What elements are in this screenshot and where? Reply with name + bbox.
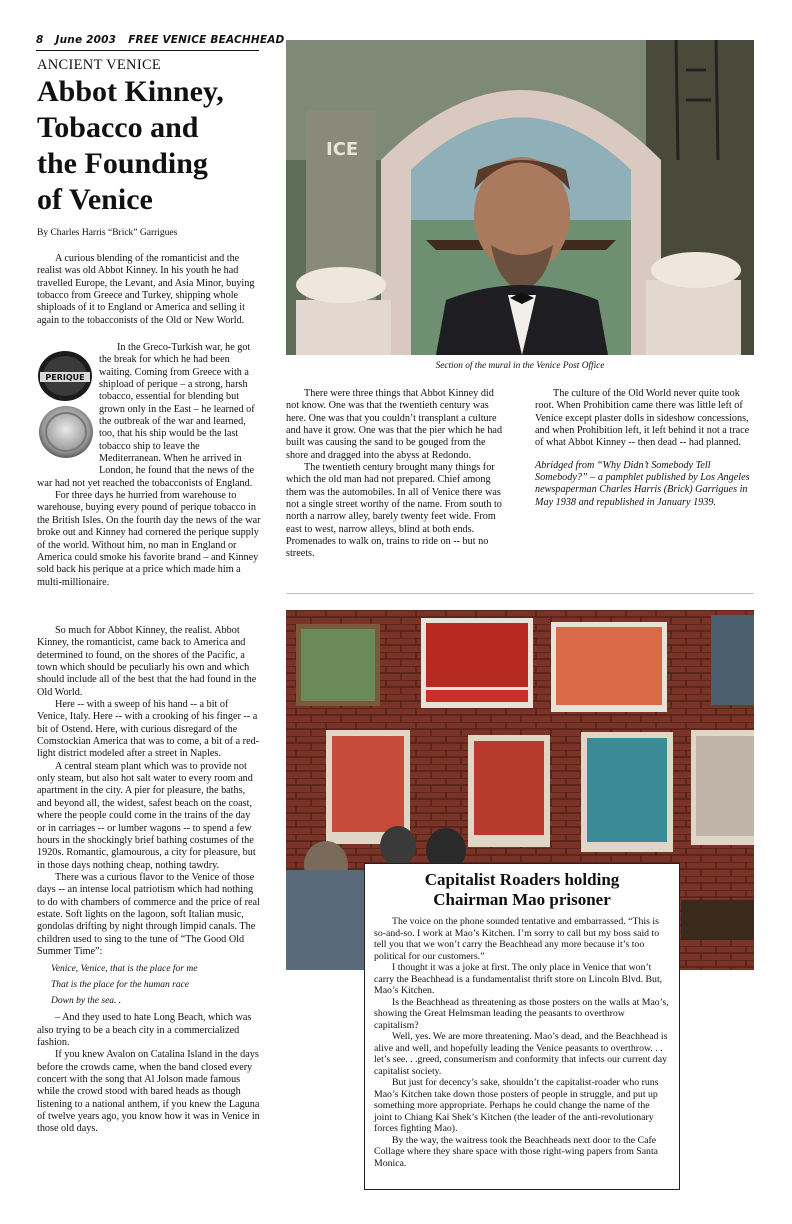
mao-article-title: [365, 870, 679, 910]
section-kicker: ANCIENT VENICE: [37, 57, 162, 73]
paragraph: By the way, the waitress took the Beachheads next door to the Cafe Collage where they share space with those right-wing papers from Santa Monica.: [374, 1134, 659, 1169]
paragraph: So much for Abbot Kinney, the realist. Abbot Kinney, the romanticist, came back to America and determined to found, on the shores of the Pacific, a town which should be peculiarly his own and which should include all of the best that the had found in the Old World.: [37, 625, 257, 698]
paragraph: But just for decency’s sake, shouldn’t the capitalist-roader who runs Mao’s Kitchen take down those posters of people in struggle, and put up something more appropriate. Perhaps he could change the name of the joint to Chiang Kai Shek’s Kitchen (the leader of the anti-revolutionary forces fighting Mao).: [374, 1077, 659, 1134]
section-divider: [286, 593, 754, 594]
headline-line: the Founding: [37, 147, 208, 180]
paragraph: I thought it was a joke at first. The only place in Venice that won’t carry the Beachhead is a fundamentalist thrift store on Lincoln Blvd. But, Mao’s Kitchen.: [374, 962, 663, 996]
paragraph: The voice on the phone sounded tentative and embarrassed. “This is so-and-so. I work at Mao’s Kitchen. I’m sorry to call but my boss said to tell you that we won’t carry the Beachhead any more because it’s too political for our customers.”: [374, 916, 660, 962]
tin-label: PERIQUE: [45, 373, 85, 382]
article-column-1b: [37, 342, 261, 589]
article-column-1c: [37, 625, 261, 1136]
paragraph: The twentieth century brought many things for which the old man had not prepared. Chief among them was the automobiles. In all of Venice there was not a single street worthy of the name. From south to north a narrow alley, barely twenty feet wide. From east to west, narrow alleys, blind at both ends. Promenades to walk on, trains to ride on -- but no streets.: [286, 462, 502, 560]
page-header: [36, 34, 285, 51]
mural-sign: ICE: [326, 139, 359, 160]
paragraph: – And they used to hate Long Beach, which was also trying to be a beach city in a commercialized fashion.: [37, 1012, 252, 1048]
title-line: Chairman Mao prisoner: [433, 890, 611, 909]
source-note: Abridged from “Why Didn’t Somebody Tell Somebody?” – a pamphlet published by Los Angeles newspaperman Charles Harris (Brick) Garrigues in May 1938 and republished in January 1939.: [535, 459, 750, 508]
lyric-line: Down by the sea. .: [51, 996, 122, 1007]
paragraph: A curious blending of the romanticist and the realist was old Abbot Kinney. In his youth he had travelled Europe, the Levant, and Asia Minor, buying tobacco from Greece and Turkey, shipping whole shiploads of it to England or America and selling it again to the tobacconists of the Old or New World.: [37, 253, 255, 326]
article-column-2: [286, 388, 508, 561]
paragraph: If you knew Avalon on Catalina Island in the days before the crowds came, when the band closed every concert with the song that Al Jolson made famous while the crowd stood with bared heads as though listening to a national anthem, if you knew the Laguna of twelve years ago, you know how it was in Venice in those old days.: [37, 1049, 260, 1135]
article-column-1a: [37, 253, 261, 327]
paragraph: In the Greco-Turkish war, he got the break for which he had been waiting. Coming from Greece with a shipload of perique – a strong, harsh tobacco, essential for blending but grown only in the East – he learned of the outbreak of the war and learned, too, that his ship would be the last tobacco ship to leave the Mediterranean. When he arrived in London, he found that the news of the war had not yet reached the tobacconists of England.: [37, 342, 255, 489]
mao-article-body: [365, 916, 679, 1169]
float-spacer: [37, 342, 99, 468]
song-lyrics: [51, 961, 261, 1009]
mural-caption: Section of the mural in the Venice Post Office: [435, 361, 605, 371]
headline-line: of Venice: [37, 183, 153, 216]
paragraph: Is the Beachhead as threatening as those posters on the walls at Mao’s, showing the Great Helmsman leading the peasants to overthrow capitalism?: [374, 996, 669, 1031]
issue-date: June 2003: [55, 34, 117, 46]
headline-line: Abbot Kinney,: [37, 75, 224, 108]
mao-kitchen-article-box: [364, 863, 680, 1190]
paragraph: The culture of the Old World never quite took root. When Prohibition came there was little left of Venice except plaster dolls in sideshow concessions, and when Prohibition left, it left behind it not a trace of what Abbot Kinney -- then dead -- had planned.: [535, 388, 750, 449]
paper-name: FREE VENICE BEACHHEAD: [128, 34, 285, 46]
headline: [37, 74, 277, 218]
paragraph: There were three things that Abbot Kinney did not know. One was that the twentieth century was here. One was that you couldn’t transplant a culture and have it grow. One was that the pier which he had built was causing the sand to be gouged from the shore and dragged into the abyss at Redondo.: [286, 388, 503, 461]
title-line: Capitalist Roaders holding: [424, 870, 620, 889]
headline-line: Tobacco and: [37, 111, 199, 144]
paragraph: A central steam plant which was to provide not only steam, but also hot salt water to every room and apartment in the city. A pier for pleasure, the baths, and beyond all, the widest, safest beach on the coast, where the people could come in the trains of the day or in carriages -- or lumber wagons -- to spend a few hours in the shockingly brief bathing costumes of the 1920s. Romantic, glamourous, a city for pleasure, but in those days nothing cheap, nothing tawdry.: [37, 760, 256, 871]
paragraph: Here -- with a sweep of his hand -- a bit of Venice, Italy. Here -- with a crooking of his finger -- a bit of Ostend. Here, with curious disregard of the Comstockian America that was to come, a bit of a red-light district modeled after a street in Naples.: [37, 699, 260, 760]
lyric-line: Venice, Venice, that is the place for me: [51, 964, 198, 975]
paragraph: For three days he hurried from warehouse to warehouse, buying every pound of perique tobacco in the British Isles. On the fourth day the news of the war broke out and Kinney had cornered the perique supply of the world. Without him, no man in England or America could smoke his favorite brand – and Kinney sold back his perique at a price which made him a multi-millionaire.: [37, 490, 261, 588]
paragraph: There was a curious flavor to the Venice of those days -- an intense local patriotism which had nothing to do with chambers of commerce and the price of real estate. Soft lights on the lagoon, soft Italian music, gondolas drifting by night through limpid canals. The children used to sing to the tune of “The Good Old Summer Time”:: [37, 871, 260, 957]
lyric-line: That is the place for the human race: [51, 980, 189, 991]
page-number: 8: [36, 34, 44, 46]
mural-photo: [286, 40, 754, 355]
paragraph: Well, yes. We are more threatening. Mao’s dead, and the Beachhead is alive and well, and hopefully leading the Venice peasants to overthrow. . . let’s see. . .greed, consumerism and conformity that infects our current day capitalist society.: [374, 1031, 668, 1077]
article-column-3: [535, 388, 757, 509]
byline: By Charles Harris “Brick” Garrigues: [37, 228, 178, 238]
